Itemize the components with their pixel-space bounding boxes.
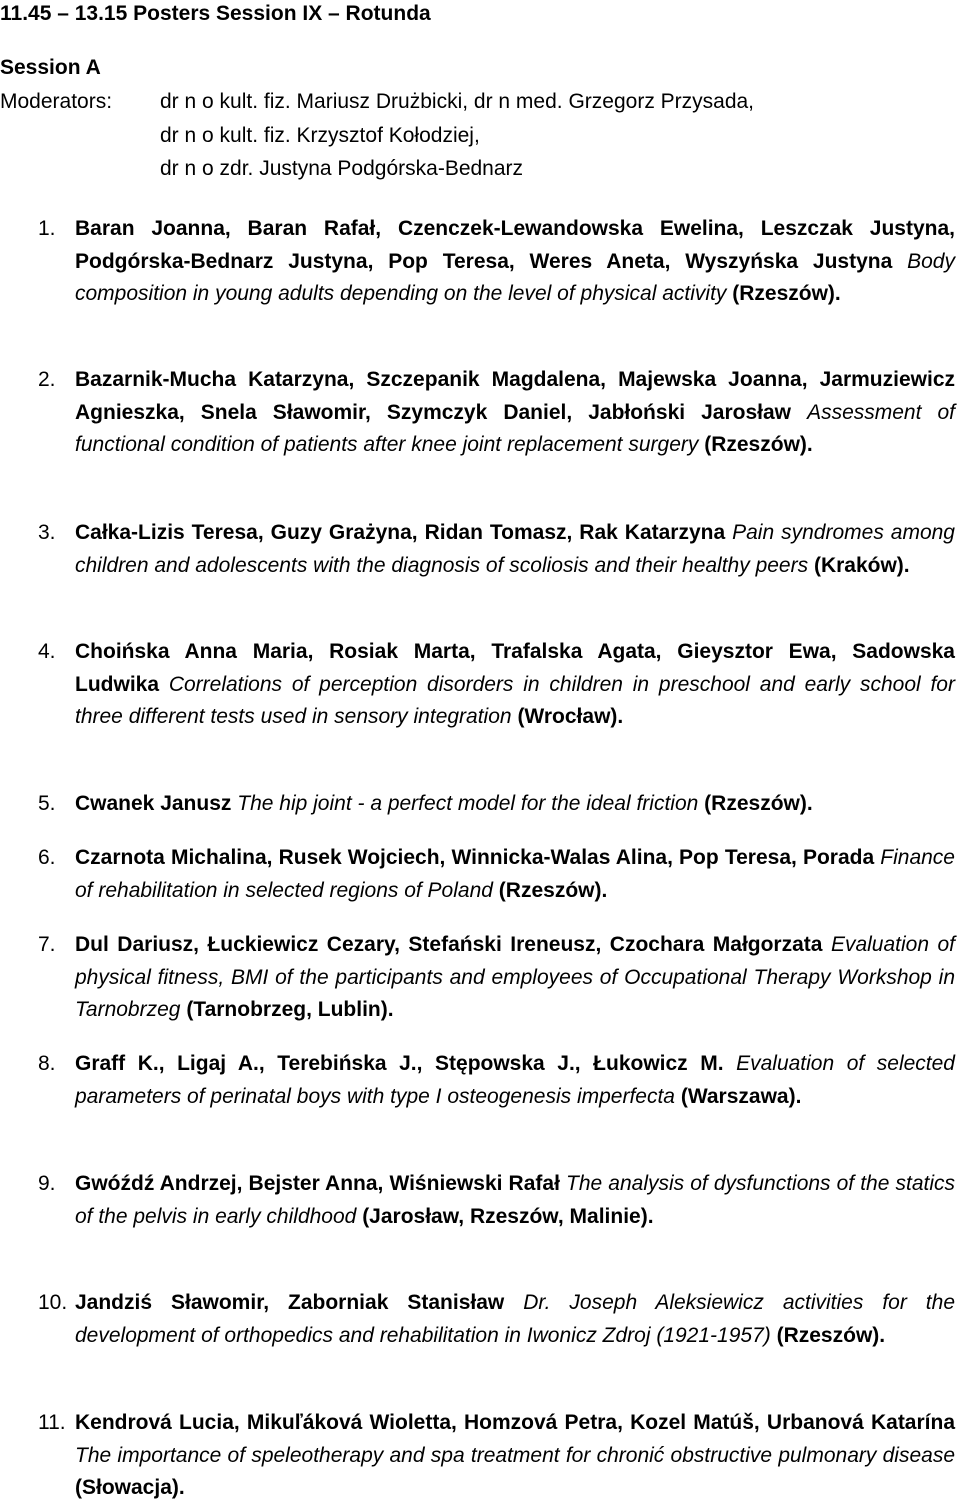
- entry-authors: Gwóźdź Andrzej, Bejster Anna, Wiśniewski Rafał: [75, 1172, 560, 1195]
- entry-city: (Rzeszów).: [776, 1323, 886, 1347]
- entry-title: Finance of rehabilitation in selected regions of Poland: [75, 846, 955, 902]
- entry-city: (Rzeszów).: [498, 878, 608, 902]
- entry-authors: Bazarnik-Mucha Katarzyna, Szczepanik Magdalena, Majewska Joanna, Jarmuziewicz Agnieszka, Snela Sławomir, Szymczyk Daniel, Jabłoński Jarosław: [75, 368, 955, 424]
- entry-title: Dr. Joseph Aleksiewicz activities for the development of orthopedics and rehabilitation in Iwonicz Zdroj (1921-1957): [75, 1291, 956, 1347]
- poster-entry: [0, 1168, 955, 1233]
- entry-title: The importance of speleotherapy and spa treatment for chronić obstructive pulmonary disease: [75, 1443, 955, 1467]
- entry-number: 10.: [38, 1291, 68, 1314]
- entry-city: (Tarnobrzeg, Lublin).: [186, 998, 394, 1022]
- entry-city: (Rzeszów).: [732, 282, 841, 306]
- entry-title: Assessment of functional condition of patients after knee joint replacement surgery: [75, 400, 955, 457]
- entry-title: Pain syndromes among children and adolescents with the diagnosis of scoliosis and their healthy peers: [75, 521, 955, 577]
- poster-entry: [0, 636, 955, 734]
- poster-entry: [0, 929, 955, 1027]
- entry-number: 8.: [38, 1052, 56, 1075]
- entry-title: Body composition in young adults depending on the level of physical activity: [75, 249, 955, 306]
- session-name: Session A: [0, 56, 101, 79]
- poster-entry: [0, 1287, 955, 1352]
- entry-number: 6.: [38, 846, 56, 869]
- poster-entry: [0, 788, 955, 821]
- entry-number: 5.: [38, 792, 56, 815]
- moderator-line: dr n o zdr. Justyna Podgórska-Bednarz: [160, 157, 524, 180]
- entry-authors: Jandziś Sławomir, Zaborniak Stanisław: [75, 1291, 505, 1314]
- moderators-label: Moderators:: [0, 90, 113, 113]
- entry-authors: Baran Joanna, Baran Rafał, Czenczek-Lewandowska Ewelina, Leszczak Justyna, Podgórska-Bednarz Justyna, Pop Teresa, Weres Aneta, Wyszyńska Justyna: [75, 217, 955, 273]
- entry-number: 11.: [38, 1411, 66, 1434]
- poster-entry: [0, 517, 955, 582]
- entry-title: The hip joint - a perfect model for the ideal friction: [237, 792, 699, 815]
- entry-city: (Jarosław, Rzeszów, Malinie).: [362, 1204, 654, 1228]
- entry-number: 4.: [38, 640, 56, 663]
- entry-authors: Kendrová Lucia, Mikuľáková Wioletta, Homzová Petra, Kozel Matúš, Urbanová Katarína: [75, 1411, 955, 1434]
- entry-number: 7.: [38, 933, 56, 956]
- entry-city: (Słowacja).: [75, 1476, 185, 1500]
- entry-number: 3.: [38, 521, 56, 544]
- entry-number: 1.: [38, 217, 56, 240]
- poster-entry: [0, 364, 955, 462]
- poster-entry: [0, 1048, 955, 1113]
- moderator-line: dr n o kult. fiz. Krzysztof Kołodziej,: [160, 124, 480, 147]
- entry-title: The analysis of dysfunctions of the statics of the pelvis in early childhood: [75, 1172, 956, 1228]
- entry-authors: Dul Dariusz, Łuckiewicz Cezary, Stefański Ireneusz, Czochara Małgorzata: [75, 933, 823, 956]
- entry-authors: Cwanek Janusz: [75, 792, 232, 815]
- poster-entry: [0, 842, 955, 907]
- entry-city: (Warszawa).: [680, 1084, 802, 1108]
- entry-city: (Rzeszów).: [704, 433, 813, 457]
- entry-authors: Całka-Lizis Teresa, Guzy Grażyna, Ridan Tomasz, Rak Katarzyna: [75, 521, 726, 544]
- entry-city: (Kraków).: [813, 553, 910, 577]
- entry-number: 2.: [38, 368, 56, 391]
- entry-authors: Choińska Anna Maria, Rosiak Marta, Trafalska Agata, Gieysztor Ewa, Sadowska Ludwika: [75, 640, 955, 696]
- session-header: 11.45 – 13.15 Posters Session IX – Rotunda: [0, 2, 431, 25]
- entry-title: Evaluation of selected parameters of perinatal boys with type I osteogenesis imperfecta: [75, 1052, 955, 1108]
- moderator-line: dr n o kult. fiz. Mariusz Drużbicki, dr n med. Grzegorz Przysada,: [160, 90, 755, 113]
- poster-entry: [0, 1407, 955, 1505]
- entry-authors: Graff K., Ligaj A., Terebińska J., Stępowska J., Łukowicz M.: [75, 1052, 724, 1075]
- entry-city: (Rzeszów).: [704, 792, 813, 815]
- entry-number: 9.: [38, 1172, 56, 1195]
- entry-title: Correlations of perception disorders in children in preschool and early school for three different tests used in sensory integration: [75, 672, 955, 729]
- entry-city: (Wrocław).: [517, 705, 624, 729]
- entry-title: Evaluation of physical fitness, BMI of the participants and employees of Occupational Therapy Workshop in Tarnobrzeg: [75, 933, 956, 1022]
- poster-entry: [0, 213, 955, 311]
- entry-authors: Czarnota Michalina, Rusek Wojciech, Winnicka-Walas Alina, Pop Teresa, Porada: [75, 846, 875, 869]
